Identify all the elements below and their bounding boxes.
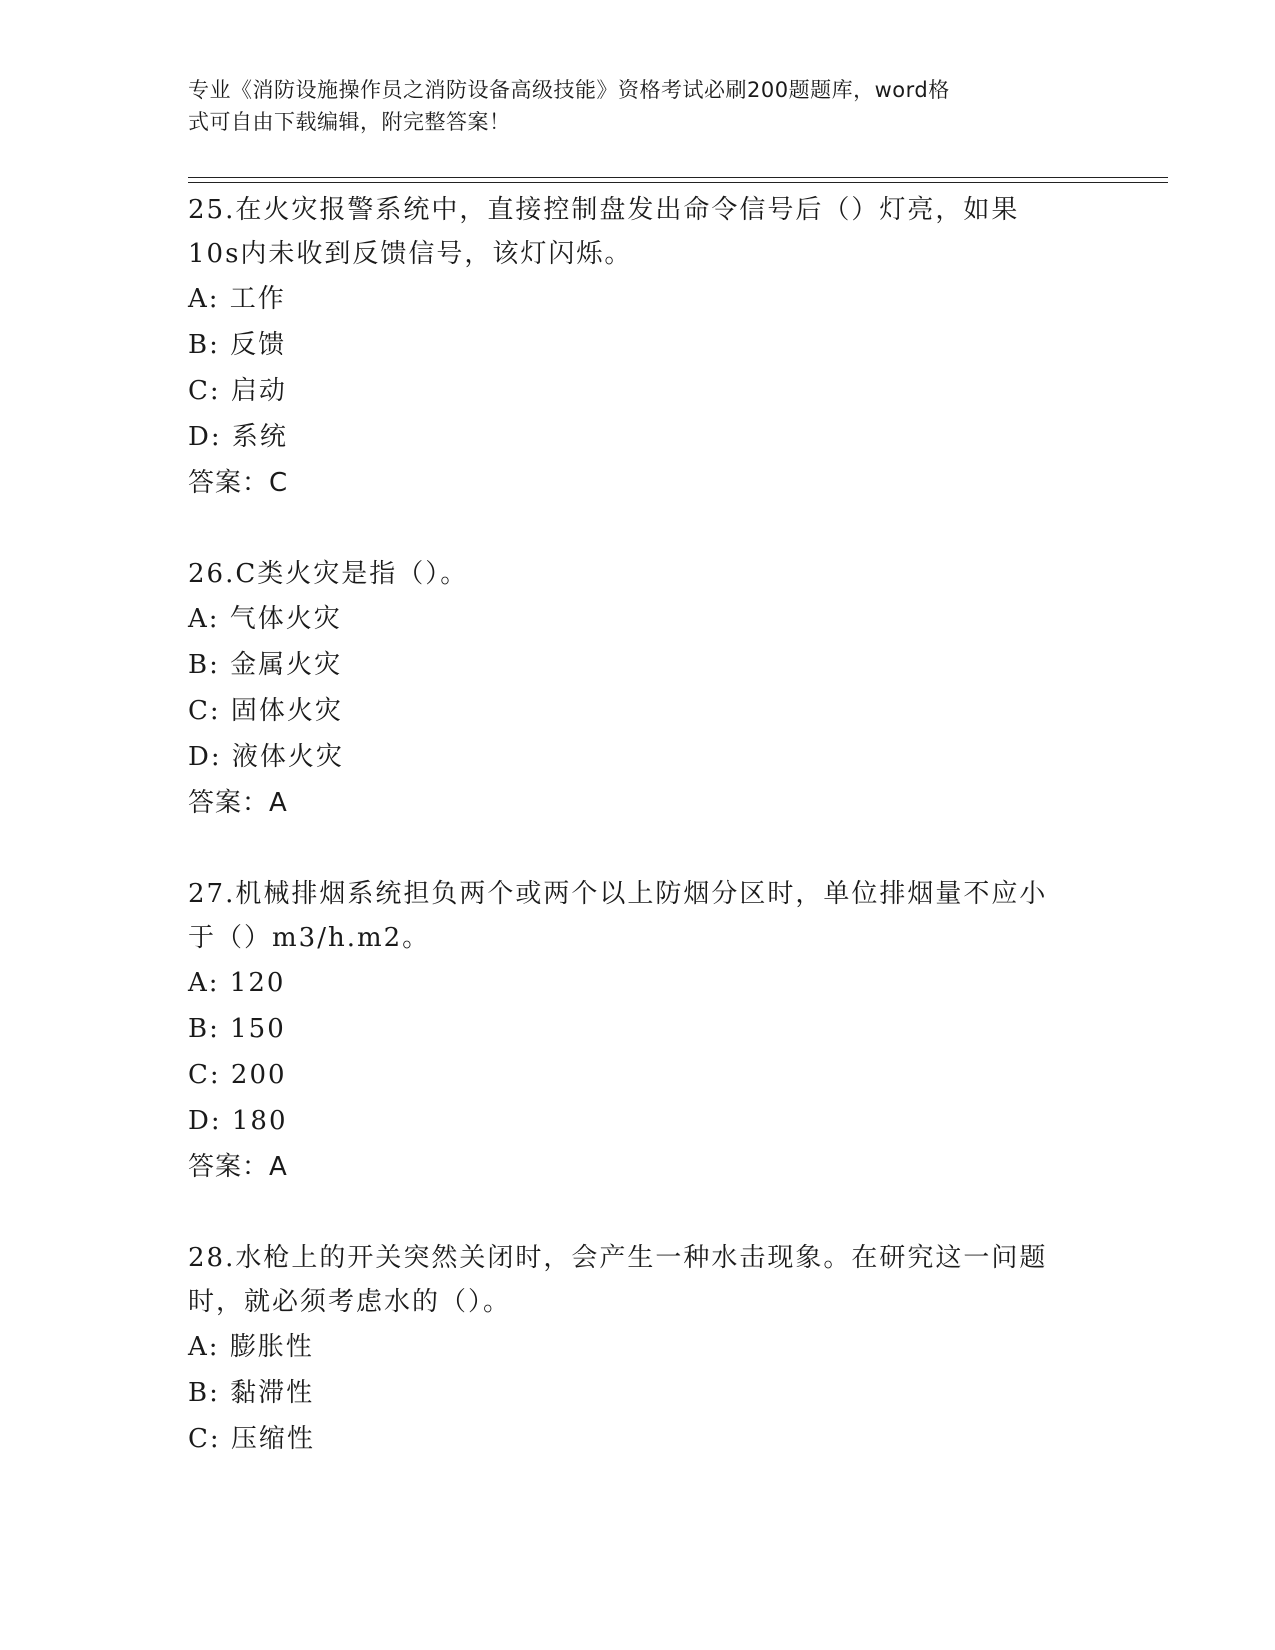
question-28	[188, 1236, 1088, 1462]
answer: 答案：A	[188, 788, 288, 818]
option-c: C: 200	[188, 1060, 287, 1090]
question-stem-continued: 时，就必须考虑水的（）。	[188, 1287, 512, 1317]
question-25	[188, 188, 1088, 506]
option-b: B: 150	[188, 1014, 286, 1044]
question-stem: 25.在火灾报警系统中，直接控制盘发出命令信号后（）灯亮，如果	[188, 195, 1020, 225]
question-stem: 28.水枪上的开关突然关闭时，会产生一种水击现象。在研究这一问题	[188, 1243, 1048, 1273]
option-c: C: 固体火灾	[188, 696, 343, 726]
option-b: B: 黏滞性	[188, 1378, 315, 1408]
question-stem-continued: 10s内未收到反馈信号，该灯闪烁。	[188, 239, 633, 269]
option-b: B: 反馈	[188, 330, 287, 360]
question-stem: 27.机械排烟系统担负两个或两个以上防烟分区时，单位排烟量不应小	[188, 879, 1048, 909]
option-d: D: 180	[188, 1106, 288, 1136]
answer: 答案：A	[188, 1152, 288, 1182]
option-a: A: 120	[188, 968, 286, 998]
option-a: A: 气体火灾	[188, 604, 342, 634]
header-line-1: 专业《消防设施操作员之消防设备高级技能》资格考试必刷200题题库，word格	[188, 78, 950, 102]
question-stem-continued: 于（）m3/h.m2。	[188, 923, 431, 953]
option-a: A: 工作	[188, 284, 286, 314]
option-b: B: 金属火灾	[188, 650, 343, 680]
header-line-2: 式可自由下载编辑，附完整答案！	[188, 110, 511, 134]
header-divider-bottom	[188, 182, 1168, 183]
answer: 答案：C	[188, 468, 289, 498]
option-d: D: 系统	[188, 422, 288, 452]
option-a: A: 膨胀性	[188, 1332, 314, 1362]
question-27	[188, 872, 1088, 1190]
document-header	[188, 74, 1068, 138]
option-d: D: 液体火灾	[188, 742, 344, 772]
header-divider-top	[188, 177, 1168, 178]
question-stem: 26.C类火灾是指（）。	[188, 559, 469, 589]
question-26	[188, 552, 1088, 826]
question-list	[188, 188, 1088, 1462]
option-c: C: 启动	[188, 376, 287, 406]
option-c: C: 压缩性	[188, 1424, 315, 1454]
